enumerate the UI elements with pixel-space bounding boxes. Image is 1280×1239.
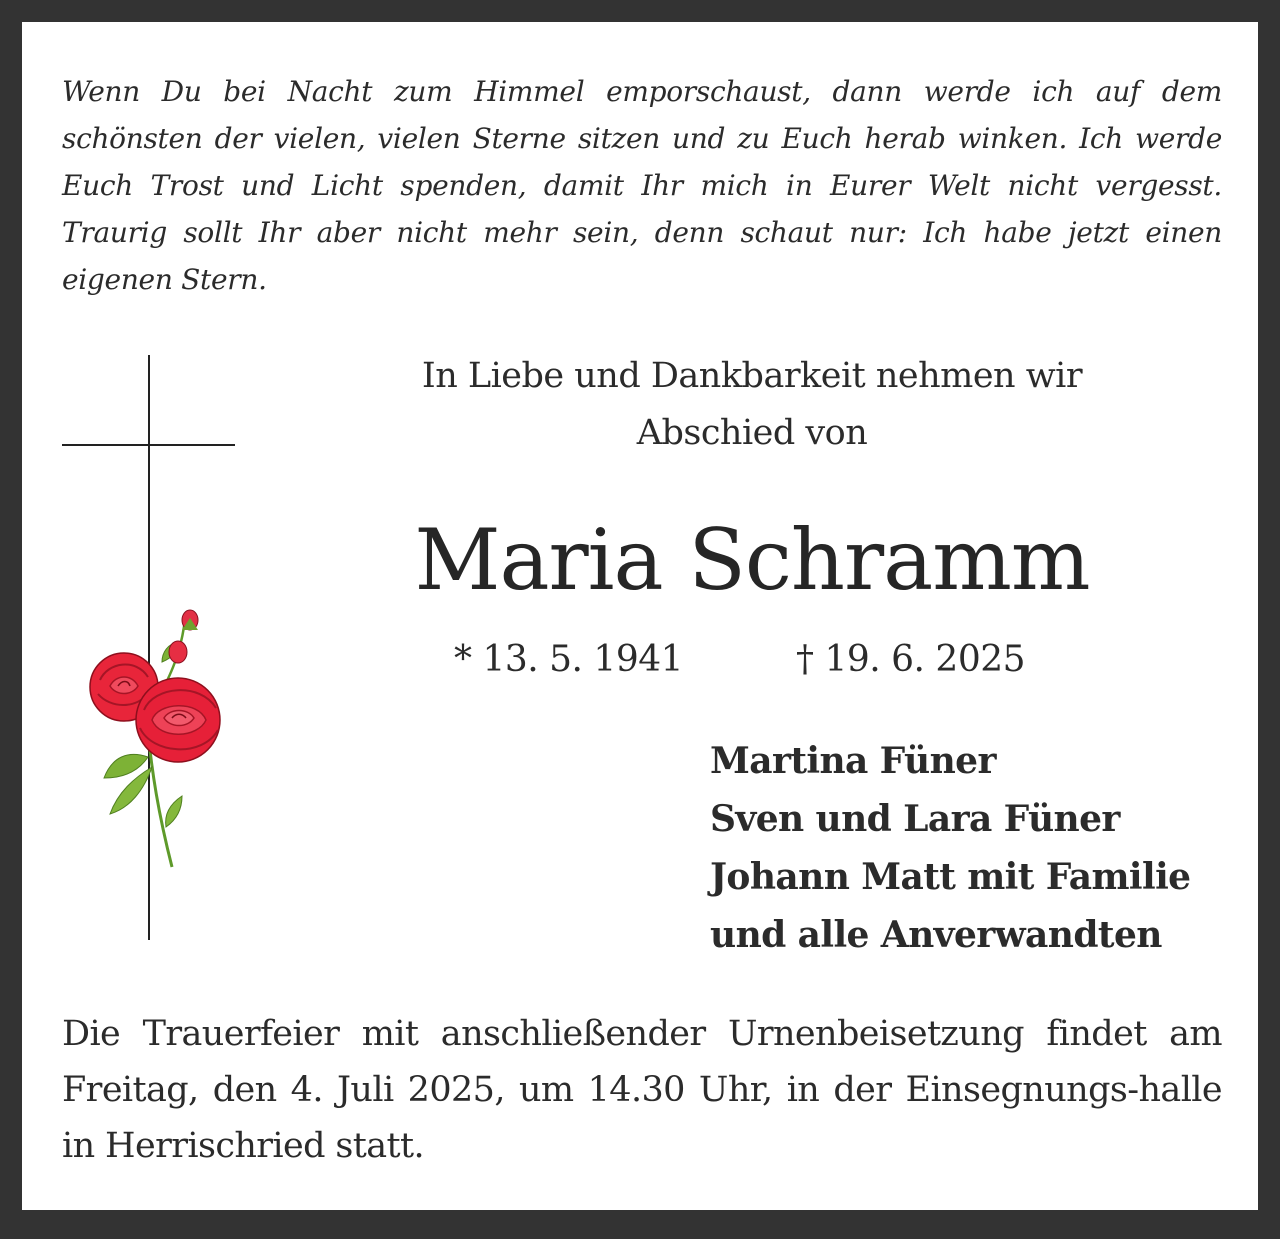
mourner-item: Martina Füner [710, 740, 996, 782]
farewell-intro-line-1: In Liebe und Dankbarkeit nehmen wir [421, 356, 1083, 396]
death-date: † 19. 6. 2025 [796, 639, 1026, 680]
mourner-item: Sven und Lara Füner [710, 798, 1120, 840]
cross-horizontal-bar [62, 444, 235, 446]
farewell-intro [302, 348, 1202, 462]
farewell-intro-line-2: Abschied von [636, 413, 868, 453]
deceased-name: Maria Schramm [414, 511, 1090, 609]
birth-date: * 13. 5. 1941 [454, 639, 684, 680]
rose-icon [78, 582, 238, 872]
funeral-service-text: Die Trauerfeier mit anschließender Urnenbeisetzung findet am Freitag, den 4. Juli 2025, um 14.30 Uhr, in der Einsegnungs-halle in Herrischried statt. [62, 1014, 1222, 1166]
poem-text: Wenn Du bei Nacht zum Himmel emporschaust, dann werde ich auf dem schönsten der vielen, vielen Sterne sitzen und zu Euch herab winken. Ich werde Euch Trost und Licht spenden, damit Ihr mich in Eurer Welt nicht vergesst. Traurig sollt Ihr aber nicht mehr sein, denn schaut nur: Ich habe jetzt einen eigenen Stern. [62, 75, 1222, 296]
mourner-item: und alle Anverwandten [710, 914, 1162, 956]
mourner-item: Johann Matt mit Familie [710, 856, 1191, 898]
mourners-list [710, 732, 1190, 964]
obituary-card [22, 22, 1258, 1210]
